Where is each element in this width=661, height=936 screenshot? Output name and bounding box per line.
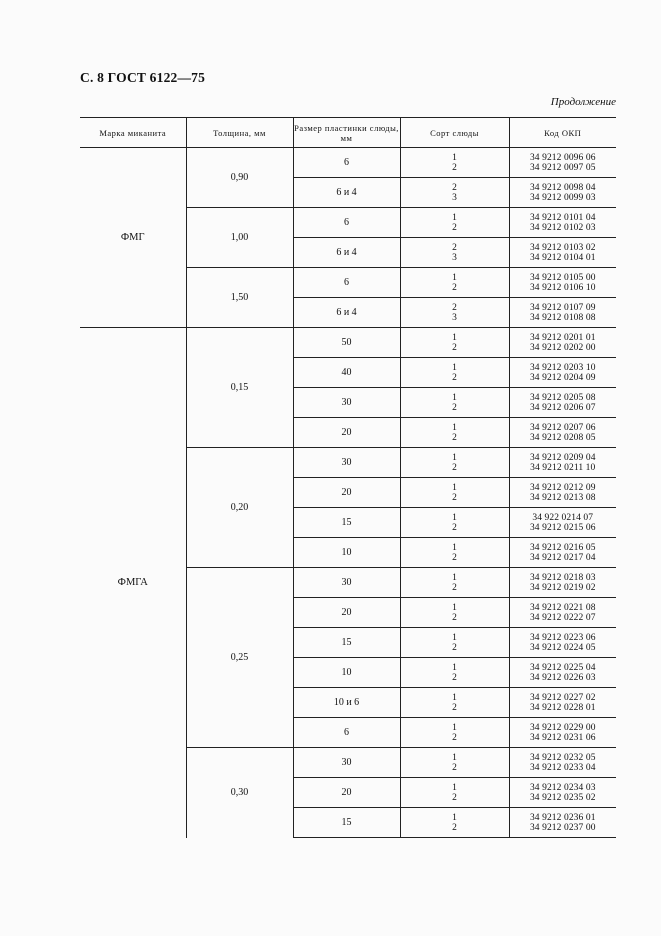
okp-code: 34 9212 0099 03 bbox=[529, 192, 596, 203]
okp-code: 34 9212 0101 04 bbox=[529, 212, 596, 223]
grade-cell bbox=[400, 598, 509, 628]
okp-code: 34 9212 0209 04 bbox=[529, 452, 596, 463]
code-cell bbox=[509, 628, 616, 658]
size-cell: 6 и 4 bbox=[293, 178, 400, 208]
grade-value: 2 bbox=[452, 492, 457, 503]
okp-code: 34 9212 0203 10 bbox=[529, 362, 596, 373]
size-cell: 6 bbox=[293, 148, 400, 178]
grade-value: 2 bbox=[452, 732, 457, 743]
code-cell bbox=[509, 688, 616, 718]
column-header-size: Размер пластинки слюды, мм bbox=[293, 118, 400, 148]
code-cell bbox=[509, 358, 616, 388]
page-header: С. 8 ГОСТ 6122—75 bbox=[80, 70, 206, 85]
okp-code: 34 9212 0237 00 bbox=[529, 822, 596, 833]
size-cell: 30 bbox=[293, 748, 400, 778]
grade-cell bbox=[400, 328, 509, 358]
grade-cell bbox=[400, 238, 509, 268]
grade-value: 2 bbox=[452, 612, 457, 623]
grade-cell bbox=[400, 208, 509, 238]
okp-code: 34 9212 0226 03 bbox=[529, 672, 596, 683]
grade-cell bbox=[400, 808, 509, 838]
okp-code: 34 9212 0233 04 bbox=[529, 762, 596, 773]
grade-cell bbox=[400, 418, 509, 448]
okp-code: 34 9212 0224 05 bbox=[529, 642, 596, 653]
grade-value: 1 bbox=[452, 212, 457, 223]
grade-cell bbox=[400, 448, 509, 478]
grade-value: 1 bbox=[452, 512, 457, 523]
code-cell bbox=[509, 268, 616, 298]
grade-value: 1 bbox=[452, 572, 457, 583]
okp-code: 34 9212 0231 06 bbox=[529, 732, 596, 743]
grade-cell bbox=[400, 688, 509, 718]
grade-cell bbox=[400, 568, 509, 598]
okp-code: 34 9212 0106 10 bbox=[529, 282, 596, 293]
okp-code: 34 9212 0105 00 bbox=[529, 272, 596, 283]
okp-code: 34 9212 0098 04 bbox=[529, 182, 596, 193]
grade-cell bbox=[400, 748, 509, 778]
code-cell bbox=[509, 778, 616, 808]
okp-code: 34 9212 0097 05 bbox=[529, 162, 596, 173]
grade-value: 2 bbox=[452, 582, 457, 593]
size-cell: 40 bbox=[293, 358, 400, 388]
size-cell: 6 и 4 bbox=[293, 238, 400, 268]
table-row bbox=[80, 328, 616, 358]
grade-cell bbox=[400, 148, 509, 178]
code-cell bbox=[509, 388, 616, 418]
grade-value: 2 bbox=[452, 672, 457, 683]
grade-cell bbox=[400, 358, 509, 388]
okp-code: 34 9212 0234 03 bbox=[529, 782, 596, 793]
grade-value: 2 bbox=[452, 162, 457, 173]
size-cell: 6 и 4 bbox=[293, 298, 400, 328]
grade-cell bbox=[400, 478, 509, 508]
mica-table bbox=[80, 117, 616, 838]
grade-value: 1 bbox=[452, 482, 457, 493]
okp-code: 34 922 0214 07 bbox=[532, 512, 594, 523]
okp-code: 34 9212 0229 00 bbox=[529, 722, 596, 733]
grade-value: 2 bbox=[452, 432, 457, 443]
column-header-grade: Сорт слюды bbox=[400, 118, 509, 148]
column-header-thickness: Толщина, мм bbox=[186, 118, 293, 148]
table-body bbox=[80, 148, 616, 838]
grade-value: 3 bbox=[452, 192, 457, 203]
okp-code: 34 9212 0212 09 bbox=[529, 482, 596, 493]
size-cell: 20 bbox=[293, 778, 400, 808]
size-cell: 10 и 6 bbox=[293, 688, 400, 718]
okp-code: 34 9212 0222 07 bbox=[529, 612, 596, 623]
okp-code: 34 9212 0211 10 bbox=[530, 462, 596, 473]
size-cell: 30 bbox=[293, 448, 400, 478]
okp-code: 34 9212 0223 06 bbox=[529, 632, 596, 643]
grade-cell bbox=[400, 388, 509, 418]
header-row bbox=[80, 118, 616, 148]
grade-value: 1 bbox=[452, 272, 457, 283]
code-cell bbox=[509, 148, 616, 178]
grade-value: 2 bbox=[452, 302, 457, 313]
column-header-code: Код ОКП bbox=[509, 118, 616, 148]
grade-value: 2 bbox=[452, 762, 457, 773]
okp-code: 34 9212 0219 02 bbox=[529, 582, 596, 593]
okp-code: 34 9212 0201 01 bbox=[529, 332, 596, 343]
code-cell bbox=[509, 448, 616, 478]
grade-value: 2 bbox=[452, 342, 457, 353]
grade-cell bbox=[400, 268, 509, 298]
code-cell bbox=[509, 328, 616, 358]
okp-code: 34 9212 0217 04 bbox=[529, 552, 596, 563]
grade-cell bbox=[400, 508, 509, 538]
table-header bbox=[80, 118, 616, 148]
grade-value: 1 bbox=[452, 812, 457, 823]
grade-value: 3 bbox=[452, 312, 457, 323]
code-cell bbox=[509, 748, 616, 778]
grade-value: 1 bbox=[452, 632, 457, 643]
okp-code: 34 9212 0107 09 bbox=[529, 302, 596, 313]
size-cell: 20 bbox=[293, 418, 400, 448]
size-cell: 6 bbox=[293, 718, 400, 748]
okp-code: 34 9212 0096 06 bbox=[529, 152, 596, 163]
grade-value: 2 bbox=[452, 282, 457, 293]
size-cell: 10 bbox=[293, 658, 400, 688]
grade-value: 2 bbox=[452, 242, 457, 253]
code-cell bbox=[509, 238, 616, 268]
brand-cell: ФМГА bbox=[80, 328, 186, 838]
code-cell bbox=[509, 208, 616, 238]
okp-code: 34 9212 0228 01 bbox=[529, 702, 596, 713]
code-cell bbox=[509, 508, 616, 538]
okp-code: 34 9212 0235 02 bbox=[529, 792, 596, 803]
grade-value: 1 bbox=[452, 602, 457, 613]
thickness-cell: 0,15 bbox=[186, 328, 293, 448]
okp-code: 34 9212 0218 03 bbox=[529, 572, 596, 583]
okp-code: 34 9212 0227 02 bbox=[529, 692, 596, 703]
grade-value: 1 bbox=[452, 782, 457, 793]
okp-code: 34 9212 0206 07 bbox=[529, 402, 596, 413]
okp-code: 34 9212 0108 08 bbox=[529, 312, 596, 323]
grade-value: 1 bbox=[452, 752, 457, 763]
okp-code: 34 9212 0221 08 bbox=[529, 602, 596, 613]
grade-cell bbox=[400, 178, 509, 208]
grade-value: 1 bbox=[452, 362, 457, 373]
size-cell: 30 bbox=[293, 388, 400, 418]
grade-value: 1 bbox=[452, 542, 457, 553]
thickness-cell: 1,50 bbox=[186, 268, 293, 328]
grade-value: 2 bbox=[452, 822, 457, 833]
okp-code: 34 9212 0232 05 bbox=[529, 752, 596, 763]
code-cell bbox=[509, 298, 616, 328]
okp-code: 34 9212 0215 06 bbox=[529, 522, 596, 533]
okp-code: 34 9212 0216 05 bbox=[529, 542, 596, 553]
size-cell: 10 bbox=[293, 538, 400, 568]
okp-code: 34 9212 0104 01 bbox=[529, 252, 596, 263]
size-cell: 6 bbox=[293, 208, 400, 238]
size-cell: 6 bbox=[293, 268, 400, 298]
grade-value: 1 bbox=[452, 722, 457, 733]
thickness-cell: 0,90 bbox=[186, 148, 293, 208]
grade-value: 2 bbox=[452, 402, 457, 413]
thickness-cell: 0,25 bbox=[186, 568, 293, 748]
code-cell bbox=[509, 178, 616, 208]
size-cell: 50 bbox=[293, 328, 400, 358]
grade-cell bbox=[400, 718, 509, 748]
continuation-label: Продолжение bbox=[550, 96, 616, 108]
size-cell: 30 bbox=[293, 568, 400, 598]
okp-code: 34 9212 0213 08 bbox=[529, 492, 596, 503]
grade-cell bbox=[400, 628, 509, 658]
grade-value: 2 bbox=[452, 222, 457, 233]
code-cell bbox=[509, 598, 616, 628]
code-cell bbox=[509, 568, 616, 598]
okp-code: 34 9212 0236 01 bbox=[529, 812, 596, 823]
grade-value: 1 bbox=[452, 152, 457, 163]
grade-cell bbox=[400, 778, 509, 808]
okp-code: 34 9212 0225 04 bbox=[529, 662, 596, 673]
code-cell bbox=[509, 418, 616, 448]
grade-value: 2 bbox=[452, 552, 457, 563]
okp-code: 34 9212 0207 06 bbox=[529, 422, 596, 433]
size-cell: 15 bbox=[293, 628, 400, 658]
grade-value: 1 bbox=[452, 662, 457, 673]
grade-value: 2 bbox=[452, 702, 457, 713]
grade-value: 2 bbox=[452, 182, 457, 193]
grade-value: 1 bbox=[452, 452, 457, 463]
size-cell: 20 bbox=[293, 478, 400, 508]
grade-cell bbox=[400, 538, 509, 568]
size-cell: 15 bbox=[293, 508, 400, 538]
size-cell: 20 bbox=[293, 598, 400, 628]
size-cell: 15 bbox=[293, 808, 400, 838]
okp-code: 34 9212 0205 08 bbox=[529, 392, 596, 403]
okp-code: 34 9212 0208 05 bbox=[529, 432, 596, 443]
code-cell bbox=[509, 538, 616, 568]
brand-cell: ФМГ bbox=[80, 148, 186, 328]
grade-value: 1 bbox=[452, 692, 457, 703]
code-cell bbox=[509, 718, 616, 748]
grade-value: 2 bbox=[452, 792, 457, 803]
grade-value: 2 bbox=[452, 462, 457, 473]
grade-value: 3 bbox=[452, 252, 457, 263]
table-row bbox=[80, 148, 616, 178]
okp-code: 34 9212 0202 00 bbox=[529, 342, 596, 353]
grade-value: 2 bbox=[452, 522, 457, 533]
grade-cell bbox=[400, 658, 509, 688]
thickness-cell: 0,20 bbox=[186, 448, 293, 568]
code-cell bbox=[509, 478, 616, 508]
thickness-cell: 0,30 bbox=[186, 748, 293, 838]
okp-code: 34 9212 0204 09 bbox=[529, 372, 596, 383]
column-header-brand: Марка миканита bbox=[80, 118, 186, 148]
code-cell bbox=[509, 808, 616, 838]
thickness-cell: 1,00 bbox=[186, 208, 293, 268]
code-cell bbox=[509, 658, 616, 688]
grade-value: 1 bbox=[452, 332, 457, 343]
okp-code: 34 9212 0103 02 bbox=[529, 242, 596, 253]
grade-value: 2 bbox=[452, 642, 457, 653]
grade-value: 1 bbox=[452, 422, 457, 433]
grade-value: 1 bbox=[452, 392, 457, 403]
grade-value: 2 bbox=[452, 372, 457, 383]
grade-cell bbox=[400, 298, 509, 328]
okp-code: 34 9212 0102 03 bbox=[529, 222, 596, 233]
